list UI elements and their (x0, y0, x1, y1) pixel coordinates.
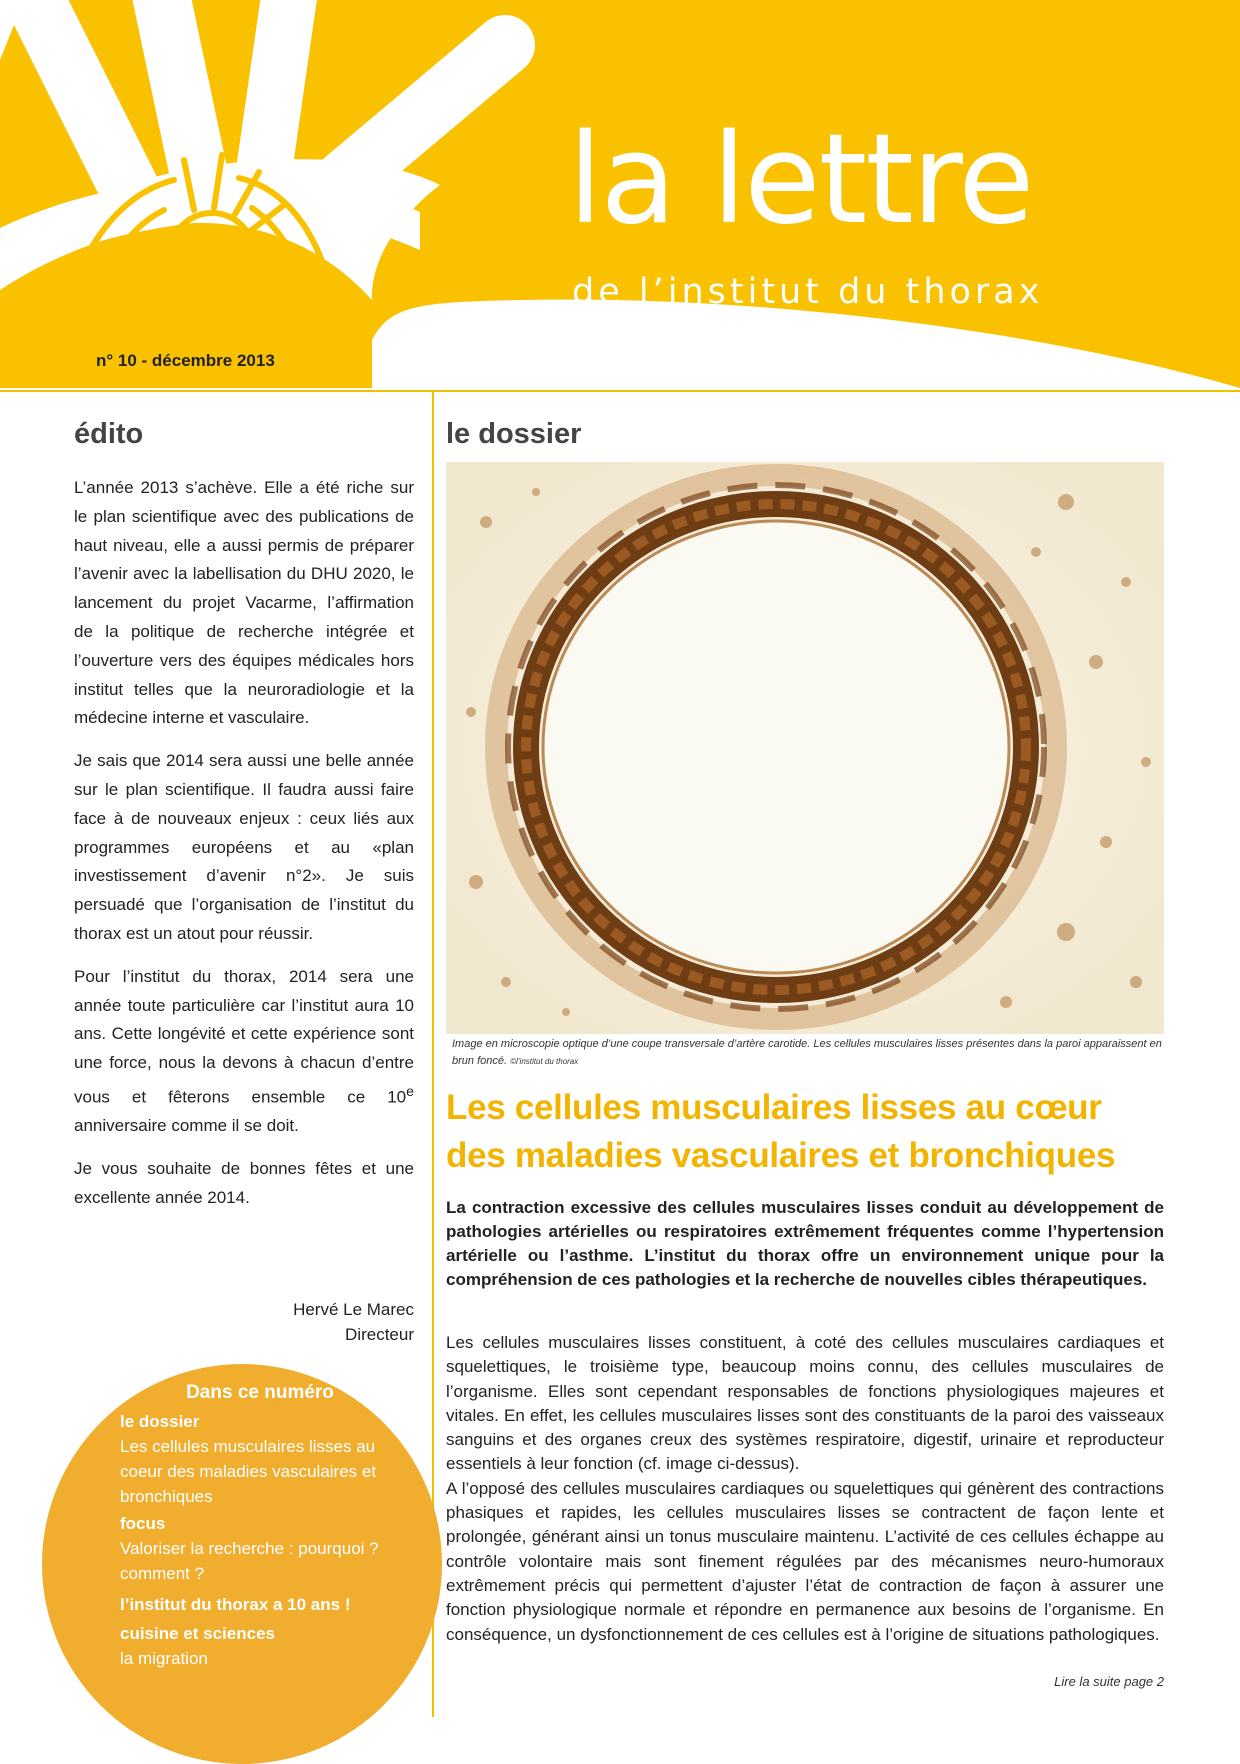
edito-paragraph: Je vous souhaite de bonnes fêtes et une excellente année 2014. (74, 1159, 414, 1207)
article-lead: La contraction excessive des cellules musculaires lisses conduit au développement de pathologies artérielles ou respiratoires extrêmement fréquentes comme l’hypertension artérielle ou l’asthme. L’institut du thorax offre un environnement unique pour la compréhension de ces pathologies et la recherche de nouvelles cibles thérapeutiques. (446, 1198, 1164, 1289)
article-headline: Les cellules musculaires lisses au cœur des maladies vasculaires et bronchiques (446, 1088, 1116, 1175)
edito-text (74, 474, 414, 1227)
signature-role: Directeur (345, 1325, 414, 1344)
table-of-contents (120, 1380, 420, 1671)
edito-paragraph: L’année 2013 s’achève. Elle a été riche sur le plan scientifique avec des publications de haut niveau, elle a aussi permis de préparer l’avenir avec la labellisation du DHU 2020, le lancement du projet Vacarme, l’affirmation de la politique de recherche intégrée et l’ouverture vers des équipes médicales hors institut telles que la neuroradiologie et la médecine interne et vasculaire. (74, 478, 414, 728)
caption-copyright: ©l’institut du thorax (510, 1057, 579, 1066)
toc-item[interactable]: Les cellules musculaires lisses au coeur des maladies vasculaires et bronchiques (120, 1437, 377, 1506)
read-more-link[interactable]: Lire la suite page 2 (1054, 1674, 1164, 1689)
edito-paragraph: Je sais que 2014 sera aussi une belle année sur le plan scientifique. Il faudra aussi faire face à de nouveaux enjeux : ceux liés aux programmes européens et au «plan investissement d’avenir n°2». Je suis persuadé que l’organisation de l’institut du thorax est un atout pour réussir. (74, 751, 414, 943)
toc-category[interactable]: focus (120, 1514, 166, 1533)
edito-title: édito (74, 418, 144, 450)
masthead-title: la lettre (568, 108, 1033, 252)
masthead-subtitle: de l’institut du thorax (572, 272, 1044, 312)
image-caption: Image en microscopie optique d’une coupe transversale d’artère carotide. Les cellules musculaires lisses présentes dans la paroi apparaissent en brun foncé. ©l’institut du thorax (452, 1038, 1162, 1067)
toc-category[interactable]: le dossier (120, 1412, 200, 1431)
header-divider (0, 390, 1240, 392)
dossier-title: le dossier (446, 418, 582, 450)
article-body (446, 1331, 1164, 1647)
institut-logo-icon (44, 150, 344, 350)
toc-item[interactable]: la migration (120, 1649, 208, 1668)
toc-category[interactable]: cuisine et sciences (120, 1624, 275, 1643)
signature-name: Hervé Le Marec (293, 1300, 414, 1319)
issue-number: n° 10 - décembre 2013 (96, 351, 275, 370)
toc-item[interactable]: Valoriser la recherche : pourquoi ? comment ? (120, 1539, 379, 1583)
article-paragraph: A l’opposé des cellules musculaires cardiaques ou squelettiques qui génèrent des contractions phasiques et rapides, les cellules musculaires lisses se contractent de façon lente et prolongée, générant ainsi un tonus musculaire maintenu. L’activité de ces cellules échappe au contrôle volontaire mais sont finement régulées par des mécanismes neuro-humoraux extrêmement précis qui permettent d’ajuster l’état de contraction de façon à assurer une fonction physiologique normale et répondre en permanence aux besoins de l’organisme. En conséquence, un dysfonctionnement de ces cellules est à l’origine de situations pathologiques. (446, 1478, 1164, 1644)
toc-heading: Dans ce numéro (186, 1382, 334, 1403)
edito-paragraph: Pour l’institut du thorax, 2014 sera une année toute particulière car l’institut aura 10 ans. Cette longévité et cette expérience sont une force, nous la devons à chacun d’entre vous et fêterons ensemble ce 10e anniversaire comme il se doit. (74, 966, 414, 1136)
article-paragraph: Les cellules musculaires lisses constituent, à coté des cellules musculaires cardiaques et squelettiques, le troisième type, beaucoup moins connu, des cellules musculaires de l’organisme. Elles sont cependant responsables de fonctions physiologiques majeures et vitales. En effet, les cellules musculaires lisses sont des constituants de la paroi des vaisseaux sanguins et des organes creux des systèmes respiratoire, digestif, urinaire et reproducteur essentiels à leur fonction (cf. image ci-dessus). (446, 1333, 1164, 1474)
toc-category[interactable]: l’institut du thorax a 10 ans ! (120, 1595, 351, 1614)
artery-micrograph-image (446, 462, 1164, 1034)
